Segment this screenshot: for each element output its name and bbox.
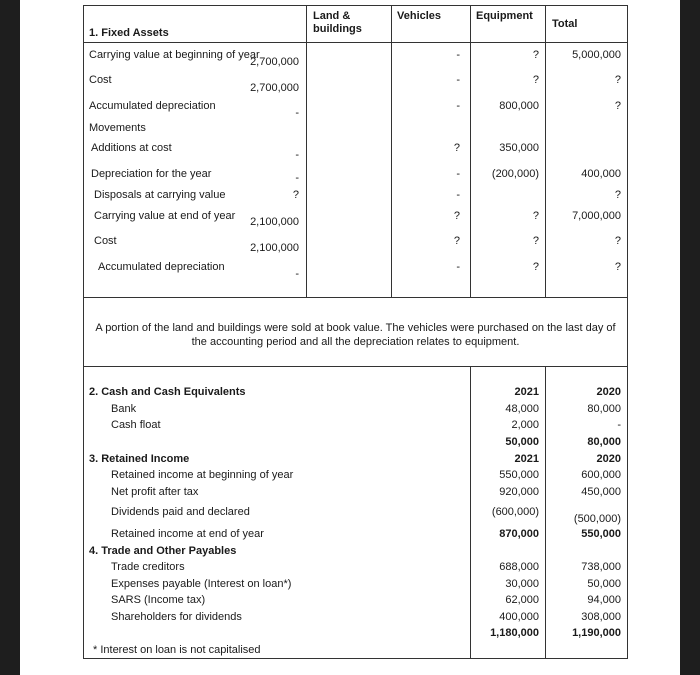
divider-land bbox=[306, 6, 307, 297]
cell-equipment: 800,000 bbox=[499, 100, 539, 112]
note-line-2: the accounting period and all the depreciation relates to equipment. bbox=[191, 336, 520, 348]
fixed-assets-title: 1. Fixed Assets bbox=[89, 27, 169, 39]
cell-2021: 62,000 bbox=[505, 594, 539, 606]
divider-2020 bbox=[545, 366, 546, 658]
cell-total: ? bbox=[614, 189, 621, 201]
cell-2021: 920,000 bbox=[499, 486, 539, 498]
cell-2020: - bbox=[617, 419, 621, 431]
cell-total: ? bbox=[614, 100, 621, 112]
cash-total-2020: 80,000 bbox=[587, 436, 621, 448]
cell-2021: 48,000 bbox=[505, 403, 539, 415]
row-label: SARS (Income tax) bbox=[111, 594, 206, 606]
divider-2021 bbox=[470, 366, 471, 658]
cash-title: 2. Cash and Cash Equivalents bbox=[89, 386, 246, 398]
retained-title: 3. Retained Income bbox=[89, 453, 190, 465]
row-label: Cost bbox=[94, 235, 117, 247]
cell-equipment: ? bbox=[532, 210, 539, 222]
row-label: Additions at cost bbox=[91, 142, 172, 154]
row-label: Expenses payable (Interest on loan*) bbox=[111, 578, 292, 590]
payables-total-2020: 1,190,000 bbox=[572, 627, 621, 639]
row-label: Depreciation for the year bbox=[91, 168, 212, 180]
cell-land: ? bbox=[292, 189, 299, 201]
row-label: Disposals at carrying value bbox=[94, 189, 226, 201]
cell-vehicles: ? bbox=[453, 235, 460, 247]
cell-vehicles: ? bbox=[453, 142, 460, 154]
cell-2020: 450,000 bbox=[581, 486, 621, 498]
left-dark-border bbox=[0, 0, 20, 675]
cell-land: - bbox=[295, 149, 299, 161]
cell-total: 400,000 bbox=[581, 168, 621, 180]
col-land-line2: buildings bbox=[313, 23, 362, 35]
cell-vehicles: - bbox=[456, 168, 460, 180]
cell-vehicles: - bbox=[456, 100, 460, 112]
row-label: Carrying value at beginning of year bbox=[89, 49, 260, 61]
row-label: Accumulated depreciation bbox=[98, 261, 225, 273]
row-label: Shareholders for dividends bbox=[111, 611, 242, 623]
col-equipment: Equipment bbox=[476, 10, 533, 22]
cell-2020: 80,000 bbox=[587, 403, 621, 415]
divider-total bbox=[545, 6, 546, 297]
row-label: Bank bbox=[111, 403, 137, 415]
right-dark-border bbox=[680, 0, 700, 675]
divider-equipment bbox=[470, 6, 471, 297]
cell-vehicles: - bbox=[456, 74, 460, 86]
cell-2021: 870,000 bbox=[499, 528, 539, 540]
row-label: Cash float bbox=[111, 419, 161, 431]
row-label: Trade creditors bbox=[111, 561, 185, 573]
cell-total: ? bbox=[614, 235, 621, 247]
cell-vehicles: - bbox=[456, 261, 460, 273]
header-divider bbox=[84, 42, 627, 43]
cell-2020: 50,000 bbox=[587, 578, 621, 590]
footnote: * Interest on loan is not capitalised bbox=[93, 644, 261, 656]
cell-land: 2,700,000 bbox=[250, 56, 299, 68]
cell-land: 2,100,000 bbox=[250, 242, 299, 254]
row-label: Net profit after tax bbox=[111, 486, 199, 498]
cell-2021: (600,000) bbox=[491, 506, 539, 518]
cell-2021: 2,000 bbox=[511, 419, 539, 431]
cell-2020: 94,000 bbox=[587, 594, 621, 606]
retained-year-2020: 2020 bbox=[596, 453, 621, 465]
cell-equipment: 350,000 bbox=[499, 142, 539, 154]
row-label: Retained income at end of year bbox=[111, 528, 264, 540]
cell-land: - bbox=[295, 268, 299, 280]
cell-2021: 688,000 bbox=[499, 561, 539, 573]
cell-equipment: (200,000) bbox=[491, 168, 539, 180]
retained-year-2021: 2021 bbox=[514, 453, 539, 465]
row-label: Accumulated depreciation bbox=[89, 100, 216, 112]
financial-notes-sheet bbox=[83, 5, 628, 659]
col-vehicles: Vehicles bbox=[397, 10, 442, 22]
cell-2021: 400,000 bbox=[499, 611, 539, 623]
cell-2021: 550,000 bbox=[499, 469, 539, 481]
cell-2020: (500,000) bbox=[573, 513, 621, 525]
cell-total: ? bbox=[614, 261, 621, 273]
cell-land: 2,700,000 bbox=[250, 82, 299, 94]
cell-vehicles: - bbox=[456, 189, 460, 201]
cell-land: - bbox=[295, 172, 299, 184]
cell-2021: 30,000 bbox=[505, 578, 539, 590]
cash-year-2020: 2020 bbox=[596, 386, 621, 398]
col-total: Total bbox=[552, 18, 578, 30]
cell-2020: 550,000 bbox=[581, 528, 621, 540]
row-label: Retained income at beginning of year bbox=[111, 469, 294, 481]
note-line-1: A portion of the land and buildings were sold at book value. The vehicles were purchased on the last day of bbox=[95, 322, 616, 334]
cash-year-2021: 2021 bbox=[514, 386, 539, 398]
payables-total-2021: 1,180,000 bbox=[490, 627, 539, 639]
cell-equipment: ? bbox=[532, 235, 539, 247]
cell-land: 2,100,000 bbox=[250, 216, 299, 228]
row-label: Cost bbox=[89, 74, 112, 86]
cell-total: 7,000,000 bbox=[572, 210, 621, 222]
cell-land: - bbox=[295, 107, 299, 119]
section-divider-1 bbox=[84, 297, 627, 298]
cell-2020: 308,000 bbox=[581, 611, 621, 623]
cell-vehicles: - bbox=[456, 49, 460, 61]
cell-equipment: ? bbox=[532, 74, 539, 86]
cell-equipment: ? bbox=[532, 49, 539, 61]
cell-2020: 600,000 bbox=[581, 469, 621, 481]
section-divider-2 bbox=[84, 366, 627, 367]
divider-vehicles bbox=[391, 6, 392, 297]
row-label: Dividends paid and declared bbox=[111, 506, 250, 518]
col-land-line1: Land & bbox=[313, 10, 351, 22]
cell-equipment: ? bbox=[532, 261, 539, 273]
cell-vehicles: ? bbox=[453, 210, 460, 222]
cell-total: 5,000,000 bbox=[572, 49, 621, 61]
row-label: Movements bbox=[89, 122, 146, 134]
cell-2020: 738,000 bbox=[581, 561, 621, 573]
payables-title: 4. Trade and Other Payables bbox=[89, 545, 237, 557]
fixed-assets-note bbox=[84, 321, 627, 349]
cell-total: ? bbox=[614, 74, 621, 86]
cash-total-2021: 50,000 bbox=[505, 436, 539, 448]
row-label: Carrying value at end of year bbox=[94, 210, 236, 222]
